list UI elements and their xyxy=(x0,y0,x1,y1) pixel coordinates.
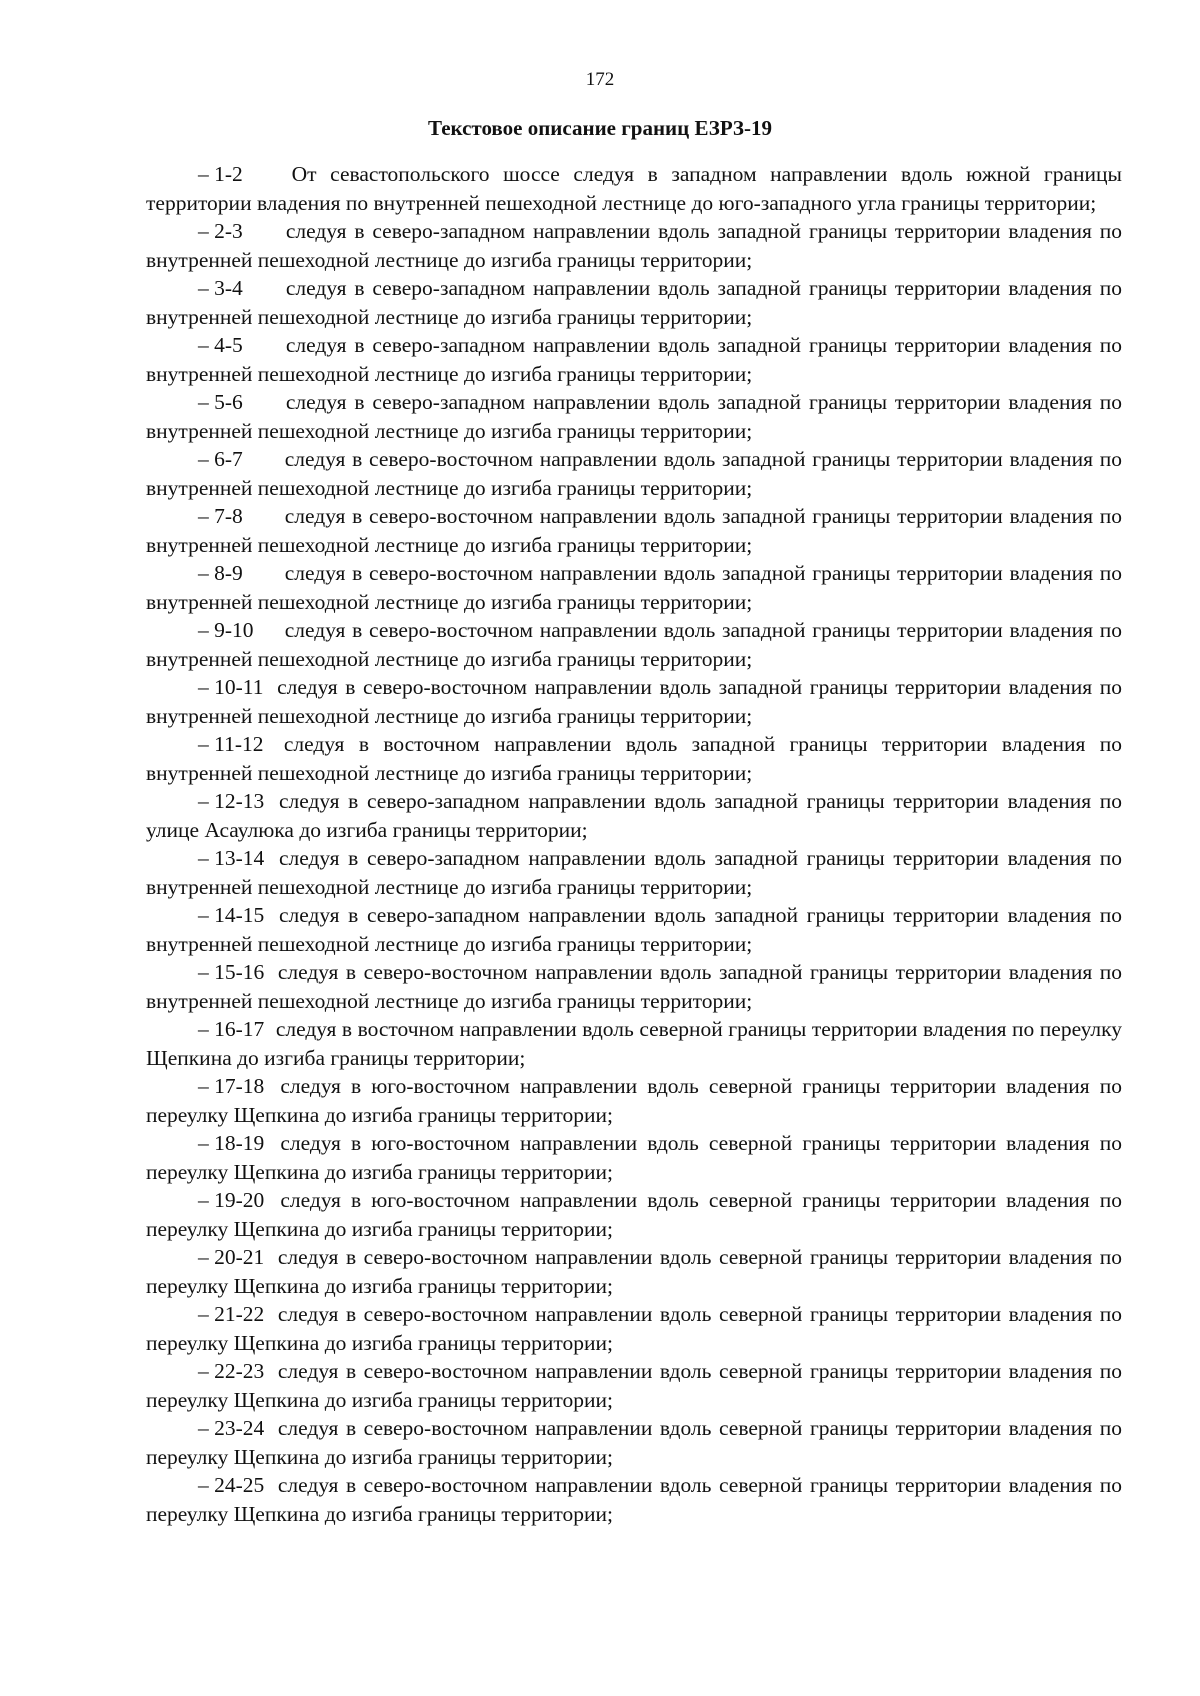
segment-number: – 13-14 xyxy=(198,846,265,870)
boundary-description-list xyxy=(146,160,1122,1528)
segment-text: следуя в юго-восточном направлении вдоль северной границы территории владения по переулку Щепкина до изгиба границы территории; xyxy=(146,1131,1123,1184)
boundary-segment xyxy=(146,901,1122,958)
segment-number: – 1-2 xyxy=(198,162,243,186)
page-title: Текстовое описание границ ЕЗРЗ-19 xyxy=(427,116,773,140)
boundary-segment xyxy=(146,1072,1122,1129)
segment-number: – 5-6 xyxy=(198,390,243,414)
segment-text: следуя в юго-восточном направлении вдоль северной границы территории владения по переулку Щепкина до изгиба границы территории; xyxy=(146,1188,1123,1241)
boundary-segment xyxy=(146,1186,1122,1243)
boundary-segment xyxy=(146,958,1122,1015)
boundary-segment xyxy=(146,217,1122,274)
boundary-segment xyxy=(146,1357,1122,1414)
segment-number: – 3-4 xyxy=(198,276,243,300)
segment-number: – 4-5 xyxy=(198,333,243,357)
boundary-segment xyxy=(146,1015,1122,1072)
boundary-segment xyxy=(146,616,1122,673)
segment-number: – 24-25 xyxy=(198,1473,265,1497)
boundary-segment xyxy=(146,559,1122,616)
segment-number: – 10-11 xyxy=(198,675,264,699)
boundary-segment xyxy=(146,1471,1122,1528)
segment-text: следуя в северо-западном направлении вдоль западной границы территории владения по внутренней пешеходной лестнице до изгиба границы территории; xyxy=(146,903,1122,956)
segment-number: – 16-17 xyxy=(198,1017,265,1041)
segment-number: – 12-13 xyxy=(198,789,265,813)
boundary-segment xyxy=(146,502,1122,559)
segment-text: следуя в северо-западном направлении вдоль западной границы территории владения по внутренней пешеходной лестнице до изгиба границы территории; xyxy=(146,390,1122,443)
boundary-segment xyxy=(146,730,1122,787)
boundary-segment xyxy=(146,787,1122,844)
boundary-segment xyxy=(146,388,1122,445)
segment-text: следуя в северо-восточном направлении вдоль северной границы территории владения по переулку Щепкина до изгиба границы территории; xyxy=(146,1245,1122,1298)
segment-number: – 7-8 xyxy=(198,504,243,528)
boundary-segment xyxy=(146,1300,1122,1357)
page-number: 172 xyxy=(585,69,615,90)
segment-text: следуя в северо-восточном направлении вдоль западной границы территории владения по внутренней пешеходной лестнице до изгиба границы территории; xyxy=(146,618,1123,671)
segment-text: следуя в северо-восточном направлении вдоль северной границы территории владения по переулку Щепкина до изгиба границы территории; xyxy=(146,1416,1122,1469)
segment-number: – 18-19 xyxy=(198,1131,265,1155)
segment-text: следуя в северо-восточном направлении вдоль западной границы территории владения по внутренней пешеходной лестнице до изгиба границы территории; xyxy=(146,447,1123,500)
segment-text: следуя в северо-восточном направлении вдоль северной границы территории владения по переулку Щепкина до изгиба границы территории; xyxy=(146,1302,1122,1355)
segment-number: – 23-24 xyxy=(198,1416,265,1440)
boundary-segment xyxy=(146,331,1122,388)
segment-text: следуя в северо-западном направлении вдоль западной границы территории владения по внутренней пешеходной лестнице до изгиба границы территории; xyxy=(146,333,1122,386)
segment-text: следуя в северо-западном направлении вдоль западной границы территории владения по внутренней пешеходной лестнице до изгиба границы территории; xyxy=(146,276,1122,329)
segment-text: следуя в северо-восточном направлении вдоль западной границы территории владения по внутренней пешеходной лестнице до изгиба границы территории; xyxy=(146,561,1123,614)
segment-text: следуя в восточном направлении вдоль западной границы территории владения по внутренней пешеходной лестнице до изгиба границы территории; xyxy=(146,732,1123,785)
boundary-segment xyxy=(146,160,1122,217)
segment-text: следуя в северо-западном направлении вдоль западной границы территории владения по внутренней пешеходной лестнице до изгиба границы территории; xyxy=(146,846,1122,899)
segment-text: следуя в северо-восточном направлении вдоль западной границы территории владения по внутренней пешеходной лестнице до изгиба границы территории; xyxy=(146,504,1123,557)
boundary-segment xyxy=(146,445,1122,502)
boundary-segment xyxy=(146,1129,1122,1186)
segment-text: следуя в юго-восточном направлении вдоль северной границы территории владения по переулку Щепкина до изгиба границы территории; xyxy=(146,1074,1123,1127)
segment-number: – 20-21 xyxy=(198,1245,265,1269)
segment-text: следуя в северо-западном направлении вдоль западной границы территории владения по улице Асаулюка до изгиба границы территории; xyxy=(146,789,1122,842)
segment-text: следуя в северо-восточном направлении вдоль западной границы территории владения по внутренней пешеходной лестнице до изгиба границы территории; xyxy=(146,960,1122,1013)
segment-number: – 17-18 xyxy=(198,1074,265,1098)
segment-text: следуя в восточном направлении вдоль северной границы территории владения по переулку Щепкина до изгиба границы территории; xyxy=(146,1017,1122,1070)
segment-text: следуя в северо-восточном направлении вдоль западной границы территории владения по внутренней пешеходной лестнице до изгиба границы территории; xyxy=(146,675,1122,728)
segment-number: – 14-15 xyxy=(198,903,265,927)
segment-text: следуя в северо-восточном направлении вдоль северной границы территории владения по переулку Щепкина до изгиба границы территории; xyxy=(146,1473,1122,1526)
segment-text: следуя в северо-западном направлении вдоль западной границы территории владения по внутренней пешеходной лестнице до изгиба границы территории; xyxy=(146,219,1122,272)
segment-text: следуя в северо-восточном направлении вдоль северной границы территории владения по переулку Щепкина до изгиба границы территории; xyxy=(146,1359,1122,1412)
boundary-segment xyxy=(146,844,1122,901)
segment-text: От севастопольского шоссе следуя в западном направлении вдоль южной границы территории владения по внутренней пешеходной лестнице до юго-западного угла границы территории; xyxy=(146,162,1122,215)
boundary-segment xyxy=(146,274,1122,331)
boundary-segment xyxy=(146,673,1122,730)
segment-number: – 22-23 xyxy=(198,1359,265,1383)
segment-number: – 19-20 xyxy=(198,1188,265,1212)
segment-number: – 2-3 xyxy=(198,219,243,243)
segment-number: – 11-12 xyxy=(198,732,264,756)
segment-number: – 8-9 xyxy=(198,561,243,585)
boundary-segment xyxy=(146,1243,1122,1300)
boundary-segment xyxy=(146,1414,1122,1471)
segment-number: – 21-22 xyxy=(198,1302,265,1326)
segment-number: – 9-10 xyxy=(198,618,254,642)
segment-number: – 6-7 xyxy=(198,447,243,471)
segment-number: – 15-16 xyxy=(198,960,265,984)
